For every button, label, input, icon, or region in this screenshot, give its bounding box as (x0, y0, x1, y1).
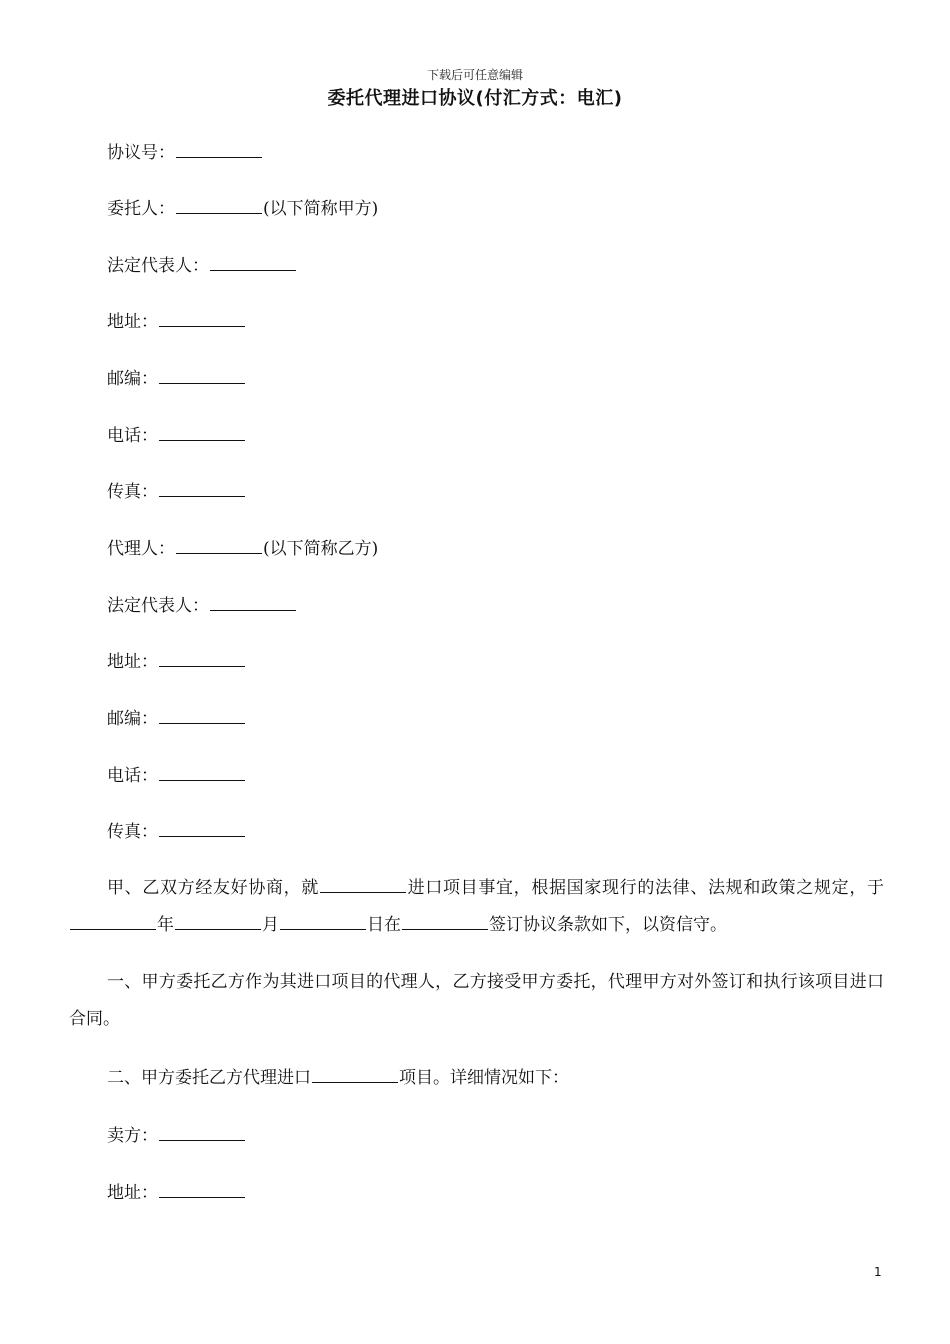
clause-2-text-1: 二、甲方委托乙方代理进口 (107, 1068, 311, 1088)
field-seller-address (107, 1181, 246, 1204)
field-label: 地址： (107, 652, 158, 672)
field-principal (107, 197, 378, 220)
fill-blank (159, 367, 245, 384)
field-suffix: (以下简称甲方) (263, 199, 379, 219)
document-title: 委托代理进口协议(付汇方式：电汇) (327, 88, 623, 109)
field-fax-b (107, 820, 246, 843)
field-fax-a (107, 480, 246, 503)
field-postcode-b (107, 707, 246, 730)
field-phone-b (107, 764, 246, 787)
field-phone-a (107, 424, 246, 447)
field-agreement-number (107, 141, 263, 164)
fill-blank (159, 707, 245, 724)
field-label: 邮编： (107, 709, 158, 729)
field-suffix: (以下简称乙方) (263, 539, 379, 559)
intro-text-3: 年 (157, 915, 174, 935)
field-legal-representative-b (107, 594, 297, 617)
fill-blank (159, 764, 245, 781)
fill-blank (210, 594, 296, 611)
intro-paragraph (69, 870, 884, 944)
fill-blank (175, 913, 261, 930)
intro-text-6: 签订协议条款如下，以资信守。 (489, 915, 727, 935)
field-label: 电话： (107, 766, 158, 786)
field-label: 地址： (107, 1183, 158, 1203)
field-legal-representative-a (107, 254, 297, 277)
fill-blank (159, 1124, 245, 1141)
field-address-a (107, 310, 246, 333)
fill-blank (159, 650, 245, 667)
clause-1: 一、甲方委托乙方作为其进口项目的代理人，乙方接受甲方委托，代理甲方对外签订和执行该项目进口合同。 (69, 972, 884, 1029)
field-label: 代理人： (107, 539, 175, 559)
field-label: 传真： (107, 482, 158, 502)
fill-blank (159, 820, 245, 837)
field-label: 委托人： (107, 199, 175, 219)
fill-blank (70, 913, 156, 930)
fill-blank (210, 254, 296, 271)
field-label: 卖方： (107, 1126, 158, 1146)
clause-2-text-2: 项目。详细情况如下： (399, 1068, 569, 1088)
header-note: 下载后可任意编辑 (426, 68, 523, 82)
fill-blank (176, 141, 262, 158)
fill-blank (176, 197, 262, 214)
fill-blank (312, 1066, 398, 1083)
field-address-b (107, 650, 246, 673)
intro-text-5: 日在 (367, 915, 401, 935)
field-seller (107, 1124, 246, 1147)
field-label: 法定代表人： (107, 256, 209, 276)
fill-blank (159, 310, 245, 327)
page-number: 1 (874, 1265, 882, 1279)
field-postcode-a (107, 367, 246, 390)
fill-blank (320, 876, 406, 893)
clause-2 (69, 1060, 884, 1097)
fill-blank (159, 424, 245, 441)
field-agent (107, 537, 378, 560)
fill-blank (176, 537, 262, 554)
intro-text-2: 进口项目事宜，根据国家现行的法律、法规和政策之规定，于 (407, 878, 884, 898)
fill-blank (159, 1181, 245, 1198)
field-label: 电话： (107, 426, 158, 446)
field-label: 传真： (107, 822, 158, 842)
fill-blank (402, 913, 488, 930)
field-label: 邮编： (107, 369, 158, 389)
field-label: 法定代表人： (107, 596, 209, 616)
field-label: 协议号： (107, 143, 175, 163)
field-label: 地址： (107, 312, 158, 332)
fill-blank (159, 480, 245, 497)
intro-text-4: 月 (262, 915, 279, 935)
fill-blank (280, 913, 366, 930)
intro-text-1: 甲、乙双方经友好协商，就 (107, 878, 319, 898)
